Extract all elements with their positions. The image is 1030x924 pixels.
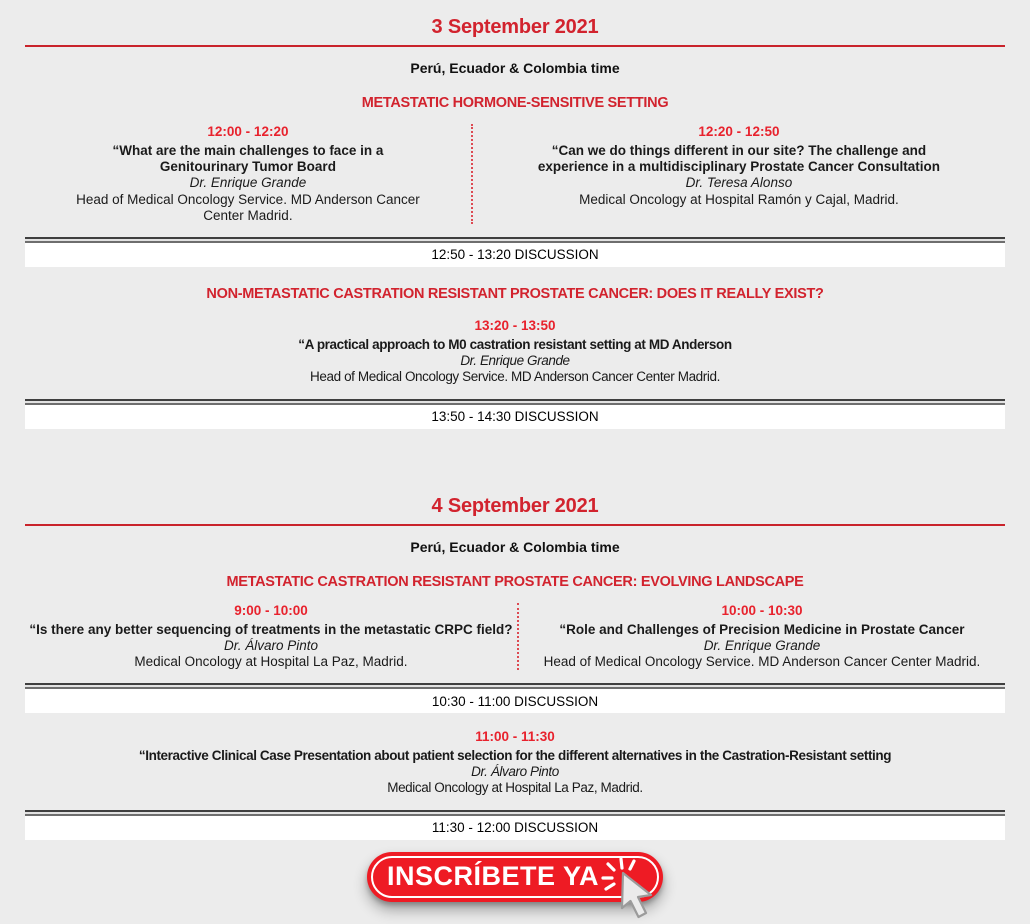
day-1-title: 3 September 2021 — [431, 16, 599, 38]
timezone-note: Perú, Ecuador & Colombia time — [410, 60, 620, 76]
red-rule — [25, 524, 1005, 526]
session-time: 12:20 - 12:50 — [698, 124, 780, 139]
speaker-affiliation: Head of Medical Oncology Service. MD Anderson Cancer Center Madrid. — [543, 653, 981, 669]
speaker-name: Dr. Álvaro Pinto — [223, 637, 318, 653]
session-time: 11:00 - 11:30 — [475, 729, 555, 745]
day-1-section — [25, 0, 1005, 429]
register-button[interactable] — [367, 852, 663, 902]
session-card — [25, 318, 1005, 386]
talk-title: “Role and Challenges of Precision Medicine in Prostate Cancer — [559, 621, 965, 637]
speaker-affiliation: Head of Medical Oncology Service. MD Anderson Cancer Center Madrid. — [76, 191, 420, 223]
talk-title: “What are the main challenges to face in a Genitourinary Tumor Board — [112, 143, 384, 175]
session-card — [25, 603, 517, 671]
discussion-label: 13:50 - 14:30 DISCUSSION — [25, 405, 1005, 429]
talk-title: “Is there any better sequencing of treatments in the metastatic CRPC field? — [29, 621, 513, 637]
talk-title: “Can we do things different in our site? The challenge and experience in a multidisciplinary Prostate Cancer Consultation — [537, 143, 940, 175]
discussion-bar — [25, 683, 1005, 713]
register-button-label: INSCRÍBETE YA — [386, 861, 600, 892]
speaker-affiliation: Medical Oncology at Hospital La Paz, Madrid. — [387, 780, 643, 796]
session-time: 10:00 - 10:30 — [721, 602, 803, 618]
day-2-sessions-row — [25, 603, 1005, 671]
speaker-name: Dr. Enrique Grande — [189, 175, 307, 191]
day-1-sessions-row — [25, 124, 1005, 224]
discussion-bar — [25, 237, 1005, 267]
discussion-label: 11:30 - 12:00 DISCUSSION — [25, 816, 1005, 840]
discussion-label: 10:30 - 11:00 DISCUSSION — [25, 689, 1005, 713]
session-card — [25, 729, 1005, 797]
section-heading-nmcrpc: NON-METASTATIC CASTRATION RESISTANT PROSTATE CANCER: DOES IT REALLY EXIST? — [206, 285, 824, 302]
discussion-bar — [25, 399, 1005, 429]
discussion-label: 12:50 - 13:20 DISCUSSION — [25, 243, 1005, 267]
session-card — [471, 124, 1005, 224]
speaker-name: Dr. Teresa Alonso — [685, 175, 793, 191]
session-card — [517, 603, 1005, 671]
speaker-affiliation: Medical Oncology at Hospital La Paz, Madrid. — [134, 653, 408, 669]
red-rule — [25, 45, 1005, 47]
cta-row — [25, 852, 1005, 902]
speaker-affiliation: Head of Medical Oncology Service. MD Anderson Cancer Center Madrid. — [310, 369, 720, 385]
talk-title: “A practical approach to M0 castration resistant setting at MD Anderson — [298, 336, 732, 352]
discussion-bar — [25, 810, 1005, 840]
talk-title: “Interactive Clinical Case Presentation about patient selection for the different alternatives in the Castration-Resistant setting — [138, 748, 892, 764]
speaker-name: Dr. Enrique Grande — [460, 353, 570, 369]
session-card — [25, 124, 471, 224]
click-cursor-icon — [601, 858, 661, 924]
section-heading-mhss: METASTATIC HORMONE-SENSITIVE SETTING — [361, 95, 669, 111]
speaker-name: Dr. Enrique Grande — [703, 637, 821, 653]
day-2-title: 4 September 2021 — [431, 494, 599, 517]
session-time: 12:00 - 12:20 — [207, 124, 289, 139]
timezone-note: Perú, Ecuador & Colombia time — [410, 538, 620, 555]
section-heading-mcrpc: METASTATIC CASTRATION RESISTANT PROSTATE CANCER: EVOLVING LANDSCAPE — [226, 573, 804, 590]
speaker-name: Dr. Álvaro Pinto — [471, 764, 559, 780]
day-2-section — [25, 479, 1005, 840]
session-time: 13:20 - 13:50 — [474, 317, 556, 333]
speaker-affiliation: Medical Oncology at Hospital Ramón y Cajal, Madrid. — [579, 191, 899, 207]
session-time: 9:00 - 10:00 — [234, 602, 308, 618]
